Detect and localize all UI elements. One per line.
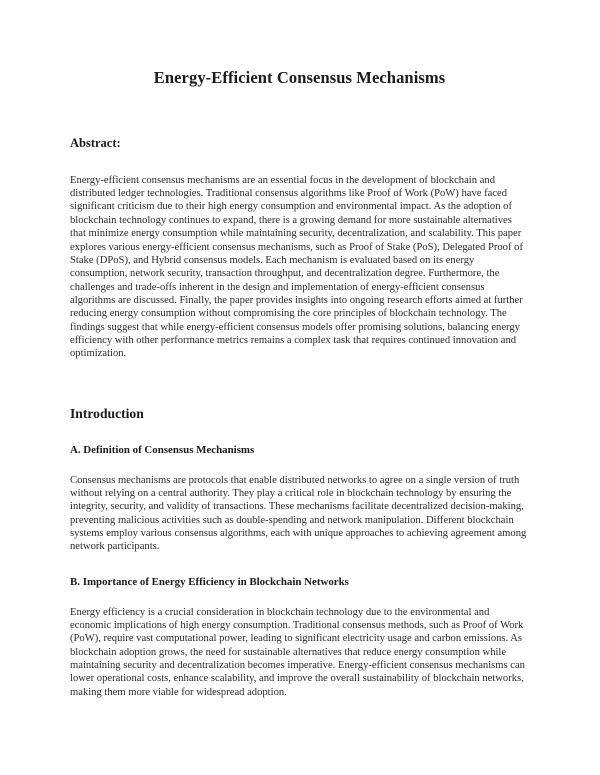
page-title: Energy-Efficient Consensus Mechanisms <box>153 68 446 87</box>
abstract-label: Abstract: <box>70 135 121 150</box>
subsection-a-paragraph: Consensus mechanisms are protocols that enable distributed networks to agree on a single version of truth without relying on a central authority. They play a critical role in blockchain technology by ensuring the integrity, security, and validity of transactions. These mechanisms facilitate decentralized decision-making, preventing malicious activities such as double-spending and network manipulation. Different blockchain systems employ various consensus algorithms, each with unique approaches to achieving agreement among network participants. <box>70 474 527 553</box>
subsection-b-heading: B. Importance of Energy Efficiency in Blockchain Networks <box>70 575 349 588</box>
abstract-paragraph: Energy-efficient consensus mechanisms are an essential focus in the development of blockchain and distributed ledger technologies. Traditional consensus algorithms like Proof of Work (PoW) have faced significant criticism due to their high energy consumption and environmental impact. As the adoption of blockchain technology continues to expand, there is a growing demand for more sustainable alternatives that minimize energy consumption while maintaining security, decentralization, and scalability. This paper explores various energy-efficient consensus mechanisms, such as Proof of Stake (PoS), Delegated Proof of Stake (DPoS), and Hybrid consensus models. Each mechanism is evaluated based on its energy consumption, network security, transaction throughput, and decentralization degree. Furthermore, the challenges and trade-offs inherent in the design and implementation of energy-efficient consensus algorithms are discussed. Finally, the paper provides insights into ongoing research efforts aimed at further reducing energy consumption without compromising the core principles of blockchain technology. The findings suggest that while energy-efficient consensus models offer promising solutions, balancing energy efficiency with other performance metrics remains a complex task that requires continued innovation and optimization. <box>70 174 523 360</box>
subsection-a-heading: A. Definition of Consensus Mechanisms <box>70 443 255 456</box>
introduction-heading: Introduction <box>70 405 144 421</box>
document-content <box>70 0 529 699</box>
subsection-b-paragraph: Energy efficiency is a crucial consideration in blockchain technology due to the environmental and economic implications of high energy consumption. Traditional consensus methods, such as Proof of Work (PoW), require vast computational power, leading to significant electricity usage and carbon emissions. As blockchain adoption grows, the need for sustainable alternatives that reduce energy consumption while maintaining security and decentralization becomes imperative. Energy-efficient consensus mechanisms can lower operational costs, enhance scalability, and improve the overall sustainability of blockchain networks, making them more viable for widespread adoption. <box>70 606 525 698</box>
